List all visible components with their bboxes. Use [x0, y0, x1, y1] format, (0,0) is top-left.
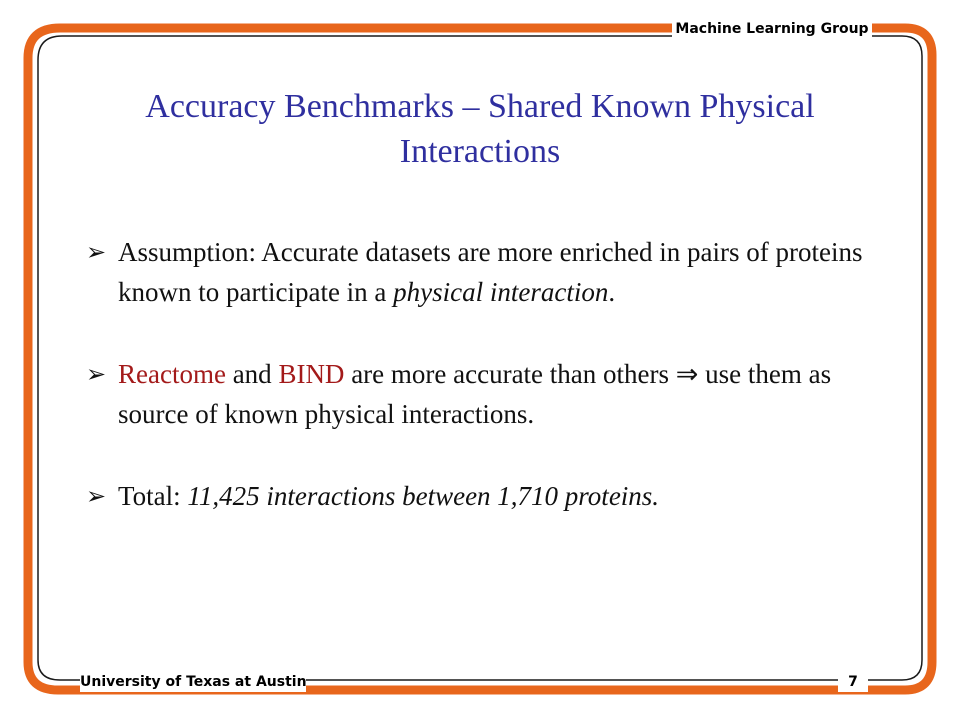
university-label: University of Texas at Austin: [80, 674, 307, 690]
bullet-list: [86, 232, 876, 516]
bullet-text: Assumption: Accurate datasets are more enriched in pairs of proteins known to participate in a: [118, 237, 863, 307]
term-bind: BIND: [278, 359, 345, 389]
implies-icon: ⇒: [675, 359, 699, 389]
bullet-text: are more accurate than others: [344, 359, 676, 389]
slide-title: Accuracy Benchmarks – Shared Known Physical Interactions: [145, 88, 815, 170]
page-number: 7: [838, 672, 868, 692]
term-reactome: Reactome: [118, 359, 226, 389]
bullet-sources: [86, 354, 876, 434]
arrow-bullet-icon: ➢: [86, 238, 107, 266]
bullet-label: Total:: [118, 481, 188, 511]
arrow-bullet-icon: ➢: [86, 360, 107, 388]
bullet-total: [86, 476, 876, 516]
group-label: Machine Learning Group: [672, 19, 872, 39]
arrow-bullet-icon: ➢: [86, 482, 107, 510]
bullet-end: use them as source of known physical interactions.: [118, 359, 832, 429]
bullet-and: and: [225, 359, 279, 389]
bullet-end: .: [608, 277, 616, 307]
bullet-assumption: [86, 232, 876, 312]
bullet-italic: physical interaction: [393, 277, 609, 307]
bullet-italic: 11,425 interactions between 1,710 proteins.: [187, 481, 660, 511]
